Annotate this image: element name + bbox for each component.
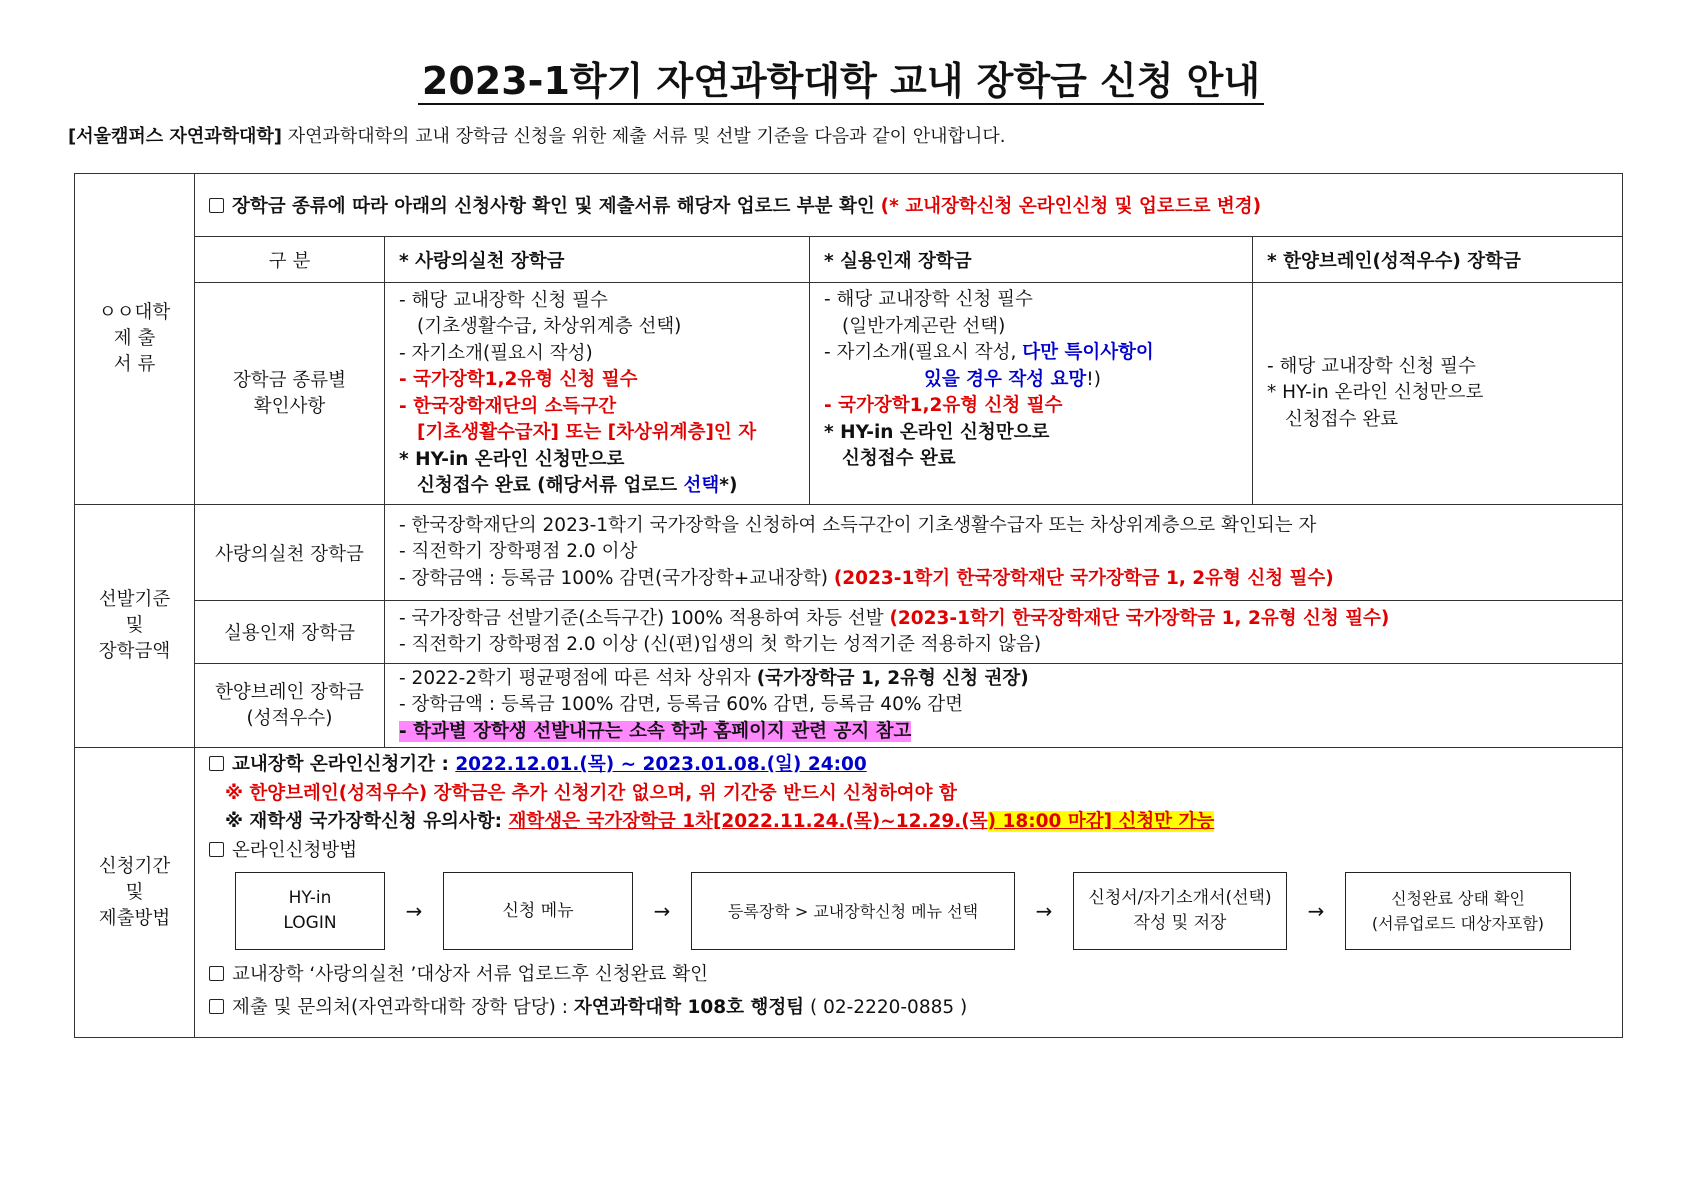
- notice-row: 장학금 종류에 따라 아래의 신청사항 확인 및 제출서류 해당자 업로드 부분 확인 (* 교내장학신청 온라인신청 및 업로드로 변경): [195, 174, 1623, 237]
- flow-step-confirm: 신청완료 상태 확인 (서류업로드 대상자포함): [1345, 872, 1571, 950]
- checkbox-icon: [209, 966, 224, 981]
- arrow-icon: →: [653, 899, 671, 923]
- application-flow: [235, 872, 1622, 950]
- period-value: 2022.12.01.(목) ~ 2023.01.08.(일) 24:00: [455, 754, 867, 775]
- scholarship-table: [74, 173, 1623, 1038]
- section1-label: ㅇㅇ대학 제 출 서 류: [75, 174, 195, 505]
- row-label-check: 장학금 종류별 확인사항: [195, 283, 385, 505]
- flow-step-select: 등록장학 > 교내장학신청 메뉴 선택: [691, 872, 1015, 950]
- criteria-practical-label: 실용인재 장학금: [195, 601, 385, 664]
- arrow-icon: →: [1035, 899, 1053, 923]
- flow-step-write: 신청서/자기소개서(선택) 작성 및 저장: [1073, 872, 1287, 950]
- highlighted-notice: - 학과별 장학생 선발내규는 소속 학과 홈페이지 관련 공지 참고: [399, 720, 912, 742]
- section3-label: 신청기간 및 제출방법: [75, 748, 195, 1038]
- criteria-love-label: 사랑의실천 장학금: [195, 505, 385, 601]
- practical-check-cell: - 해당 교내장학 신청 필수 (일반가계곤란 선택) - 자기소개(필요시 작성, 다만 특이사항이 있을 경우 작성 요망!) - 국가장학1,2유형 신청 필수 * HY-in 온라인 신청만으로 신청접수 완료: [810, 283, 1253, 505]
- intro-text: [서울캠퍼스 자연과학대학] 자연과학대학의 교내 장학금 신청을 위한 제출 서류 및 선발 기준을 다음과 같이 안내합니다.: [68, 126, 1006, 147]
- criteria-practical-cell: - 국가장학금 선발기준(소득구간) 100% 적용하여 차등 선발 (2023-1학기 한국장학재단 국가장학금 1, 2유형 신청 필수) - 직전학기 장학평점 2.0 이상 (신(편)입생의 첫 학기는 성적기준 적용하지 않음): [385, 601, 1623, 664]
- checkbox-icon: [209, 756, 224, 771]
- checkbox-icon: [209, 842, 224, 857]
- checkbox-icon: [209, 198, 224, 213]
- section2-label: 선발기준 및 장학금액: [75, 505, 195, 748]
- page-title: 2023-1학기 자연과학대학 교내 장학금 신청 안내: [0, 50, 1682, 105]
- header-practical: * 실용인재 장학금: [810, 237, 1253, 283]
- checkbox-icon: [209, 999, 224, 1014]
- criteria-brain-cell: - 2022-2학기 평균평점에 따른 석차 상위자 (국가장학금 1, 2유형 신청 권장) - 장학금액 : 등록금 100% 감면, 등록금 60% 감면, 등록금 40% 감면 - 학과별 장학생 선발내규는 소속 학과 홈페이지 관련 공지 참고: [385, 664, 1623, 748]
- arrow-icon: →: [405, 899, 423, 923]
- flow-step-login: HY-in LOGIN: [235, 872, 385, 950]
- love-check-cell: - 해당 교내장학 신청 필수 (기초생활수급, 차상위계층 선택) - 자기소개(필요시 작성) - 국가장학1,2유형 신청 필수 - 한국장학재단의 소득구간 [기초생활수급자] 또는 [차상위계층]인 자 * HY-in 온라인 신청만으로 신청접수 완료 (해당서류 업로드 선택*): [385, 283, 810, 505]
- criteria-brain-label: 한양브레인 장학금 (성적우수): [195, 664, 385, 748]
- header-brain: * 한양브레인(성적우수) 장학금: [1253, 237, 1623, 283]
- arrow-icon: →: [1307, 899, 1325, 923]
- header-category: 구 분: [195, 237, 385, 283]
- header-love: * 사랑의실천 장학금: [385, 237, 810, 283]
- criteria-love-cell: - 한국장학재단의 2023-1학기 국가장학을 신청하여 소득구간이 기초생활수급자 또는 차상위계층으로 확인되는 자 - 직전학기 장학평점 2.0 이상 - 장학금액 : 등록금 100% 감면(국가장학+교내장학) (2023-1학기 한국장학재단 국가장학금 1, 2유형 신청 필수): [385, 505, 1623, 601]
- period-method-cell: 교내장학 온라인신청기간 : 2022.12.01.(목) ~ 2023.01.08.(일) 24:00 ※ 한양브레인(성적우수) 장학금은 추가 신청기간 없으며, 위 기간중 반드시 신청하여야 함 ※ 재학생 국가장학신청 유의사항: 재학생은 국가장학금 1차[2022.11.24.(목)~12.29.(목) 18:00 마감] 신청만 가능 온라인신청방법 HY-in LOGIN → 신청 메뉴 → 등록장학 > 교내장학신청 메뉴 선택 → 신청서/자기소개서(선택) 작성 및 저장 → 신청완료 상태 확인 (서류업로드 대상자포함) 교내장학 ‘사랑의실천 ’대상자 서류 업로드후 신청완료 확인 제출 및 문의처(자연과학대학 장학 담당) : 자연과학대학 108호 행정팀 ( 02-2220-0885 ): [195, 748, 1623, 1038]
- flow-step-menu: 신청 메뉴: [443, 872, 633, 950]
- brain-check-cell: - 해당 교내장학 신청 필수 * HY-in 온라인 신청만으로 신청접수 완료: [1253, 283, 1623, 505]
